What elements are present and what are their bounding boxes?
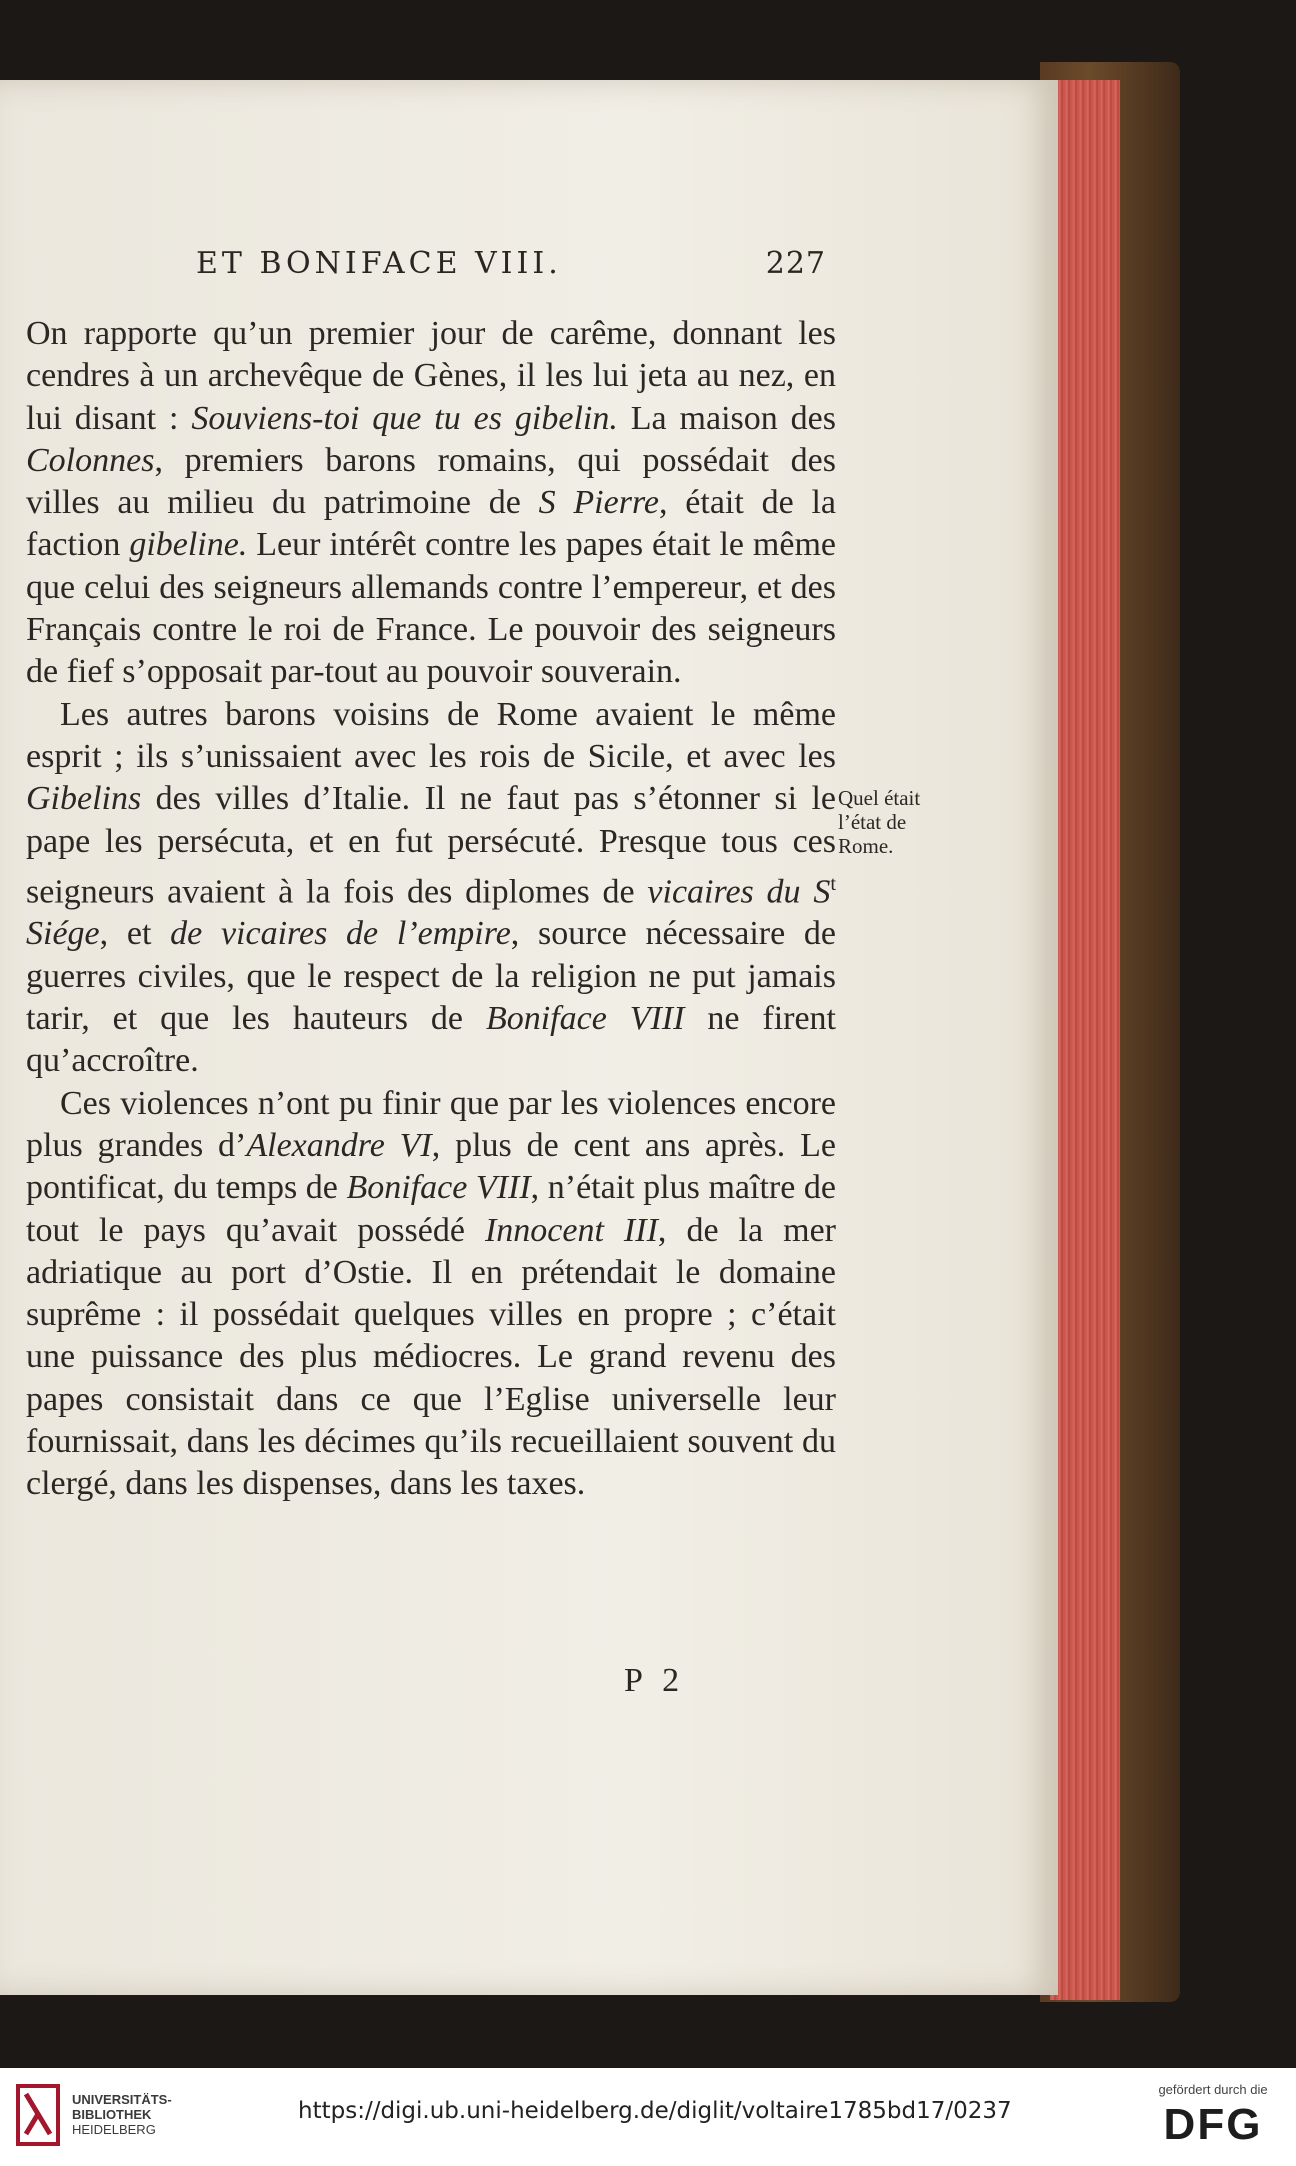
paragraph-2-text-d: , source nécessaire de guerres civiles, que le respect de la religion ne put jamais tarir, et que les hauteurs de bbox=[26, 915, 836, 1038]
paragraph-1-italic-a: Souviens-toi que tu es gibelin. bbox=[191, 399, 618, 437]
paragraph-3 bbox=[26, 1083, 836, 1506]
paragraph-1 bbox=[26, 313, 836, 694]
library-name-line-3: HEIDELBERG bbox=[72, 2122, 156, 2137]
marginal-note: Quel était l’état de Rome. bbox=[838, 786, 921, 858]
paragraph-1-italic-d: gibeline. bbox=[129, 526, 248, 564]
signature-mark: P 2 bbox=[624, 1662, 686, 1699]
paragraph-3-italic-c: Innocent III bbox=[484, 1211, 658, 1249]
library-name-line-2: BIBLIOTHEK bbox=[72, 2107, 152, 2122]
paragraph-1-italic-c: S Pierre bbox=[538, 484, 660, 522]
permalink-url[interactable]: https://digi.ub.uni-heidelberg.de/diglit/voltaire1785bd17/0237 bbox=[298, 2098, 1012, 2124]
paragraph-1-text-c: , premiers barons romains, qui possédait des villes au milieu du patrimoine de bbox=[26, 441, 836, 522]
paragraph-2 bbox=[26, 694, 836, 1083]
page-body bbox=[26, 313, 836, 1506]
paragraph-3-text-b: , plus de cent ans après. Le pontificat, du temps de bbox=[26, 1126, 836, 1207]
running-header bbox=[196, 240, 826, 286]
paragraph-2-text-e: ne firent qu’accroître. bbox=[26, 1000, 837, 1080]
paragraph-1-text-a: On rapporte qu’un premier jour de carême, donnant les cendres à un archevêque de Gènes, il les lui jeta au nez, en lui disant : bbox=[26, 315, 836, 437]
page-number: 227 bbox=[765, 246, 826, 281]
university-library-logo-icon bbox=[16, 2084, 60, 2146]
running-title: ET BONIFACE VIII. bbox=[196, 246, 562, 281]
sponsor-note: gefördert durch die bbox=[1158, 2082, 1268, 2097]
library-name bbox=[72, 2092, 172, 2137]
library-name-line-1: UNIVERSITÄTS- bbox=[72, 2092, 172, 2107]
paragraph-3-italic-a: Alexandre VI bbox=[246, 1126, 432, 1164]
paragraph-2-text-a: Les autres barons voisins de Rome avaient le même esprit ; ils s’unissaient avec les rois de Sicile, et avec les bbox=[26, 695, 836, 775]
paragraph-2-superscript: t bbox=[830, 872, 836, 895]
paragraph-3-italic-b: Boniface VIII bbox=[346, 1169, 531, 1207]
paragraph-1-text-d: , était de la faction bbox=[26, 484, 836, 564]
paragraph-1-text-e: Leur intérêt contre les papes était le même que celui des seigneurs allemands contre l’empereur, et des Français contre le roi de France. Le pouvoir des seigneurs de fief s’opposait par-tout au pouvoir souverain. bbox=[26, 526, 836, 691]
red-page-edges bbox=[1050, 80, 1120, 2000]
paragraph-2-italic-b: vicaires du S bbox=[647, 873, 831, 911]
sponsor-block bbox=[1148, 2082, 1278, 2149]
paragraph-3-text-c: , n’était plus maître de tout le pays qu’avait possédé bbox=[26, 1169, 836, 1249]
paragraph-2-text-c: , et bbox=[99, 915, 171, 953]
dfg-logo: DFG bbox=[1163, 2100, 1263, 2149]
paragraph-2-italic-c: Siége bbox=[26, 915, 100, 953]
paragraph-3-text-d: , de la mer adriatique au port d’Ostie. Il en prétendait le domaine suprême : il possédait quelques villes en propre ; c’était une puissance des plus médiocres. Le grand revenu des papes consistait dans ce que l’Eglise universelle leur fournissait, dans les décimes qu’ils recueillaient souvent du clergé, dans les dispenses, dans les taxes. bbox=[26, 1211, 836, 1503]
viewer-footer bbox=[0, 2068, 1296, 2166]
paragraph-3-text-a: Ces violences n’ont pu finir que par les violences encore plus grandes d’ bbox=[26, 1084, 836, 1164]
paragraph-1-text-b: La maison des bbox=[617, 399, 836, 437]
paragraph-2-italic-a: Gibelins bbox=[26, 780, 142, 818]
paragraph-2-text-b: des villes d’Italie. Il ne faut pas s’étonner si le pape les persécuta, et en fut persécuté. Presque tous ces seigneurs avaient à la fois des diplomes de bbox=[26, 780, 836, 911]
paragraph-2-italic-e: Boniface VIII bbox=[485, 1000, 685, 1038]
paragraph-1-italic-b: Colonnes bbox=[26, 441, 155, 479]
paragraph-2-italic-d: de vicaires de l’empire bbox=[170, 915, 511, 953]
